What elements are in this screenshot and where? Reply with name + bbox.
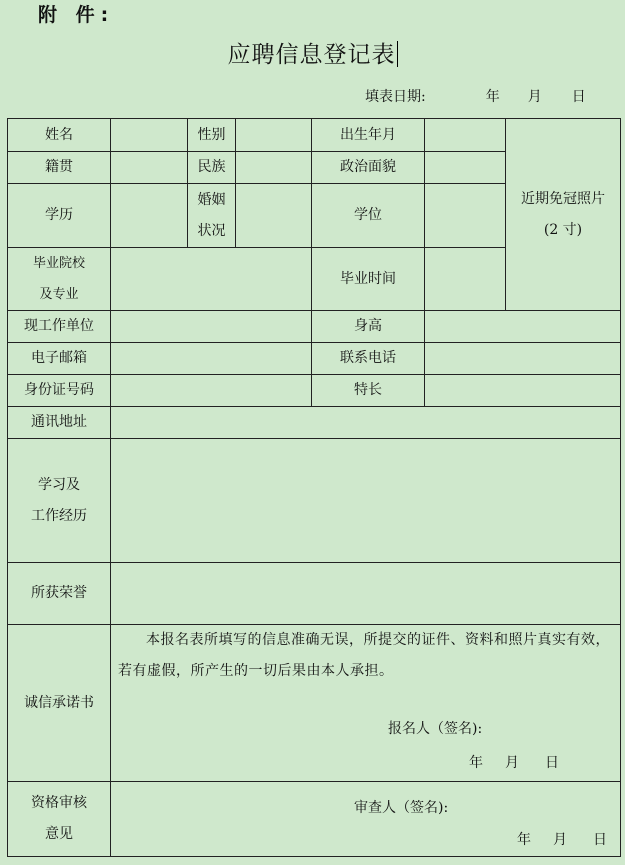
review-label-line2: 意见: [45, 826, 73, 842]
experience-field[interactable]: [111, 439, 621, 563]
pledge-text: 本报名表所填写的信息准确无误，所提交的证件、资料和照片真实有效，若有虚假，所产生的一切后果由本人承担。: [118, 632, 610, 679]
graduation-time-field[interactable]: [425, 248, 506, 311]
ethnicity-label: 民族: [188, 152, 236, 184]
reviewer-sign: 审查人（签名):: [354, 800, 449, 816]
review-date: [517, 830, 607, 850]
review-month: 月: [553, 832, 567, 848]
school-field[interactable]: [111, 248, 312, 311]
phone-field[interactable]: [425, 343, 621, 375]
degree-label: 学位: [312, 184, 425, 248]
review-label-line1: 资格审核: [31, 795, 87, 811]
email-label: 电子邮箱: [8, 343, 111, 375]
specialty-field[interactable]: [425, 375, 621, 407]
phone-label: 联系电话: [312, 343, 425, 375]
graduation-time-label: 毕业时间: [312, 248, 425, 311]
school-label-line2: 及专业: [39, 287, 79, 302]
birth-field[interactable]: [425, 119, 506, 152]
fill-date-month: 月: [527, 89, 542, 105]
registration-form: [7, 118, 621, 857]
fill-date-day: 日: [571, 89, 586, 105]
applicant-sign: 报名人（签名):: [388, 721, 483, 737]
employer-field[interactable]: [111, 311, 312, 343]
name-label: 姓名: [8, 119, 111, 152]
political-status-label: 政治面貌: [312, 152, 425, 184]
education-label: 学历: [8, 184, 111, 248]
applicant-month: 月: [505, 755, 519, 771]
marital-label-line1: 婚姻: [197, 191, 226, 208]
height-field[interactable]: [425, 311, 621, 343]
review-year: 年: [517, 832, 531, 848]
height-label: 身高: [312, 311, 425, 343]
name-field[interactable]: [111, 119, 188, 152]
fill-date-line: [365, 86, 586, 106]
review-day: 日: [593, 832, 607, 848]
fill-date-year: 年: [485, 89, 500, 105]
specialty-label: 特长: [312, 375, 425, 407]
degree-field[interactable]: [425, 184, 506, 248]
address-field[interactable]: [111, 407, 621, 439]
experience-label-line2: 工作经历: [31, 507, 87, 524]
review-cell[interactable]: [111, 782, 621, 857]
applicant-day: 日: [545, 755, 559, 771]
pledge-label: 诚信承诺书: [8, 625, 111, 782]
applicant-date: [469, 753, 559, 773]
id-number-label: 身份证号码: [8, 375, 111, 407]
gender-label: 性别: [188, 119, 236, 152]
marital-label-line2: 状况: [197, 222, 226, 239]
native-place-label: 籍贯: [8, 152, 111, 184]
text-cursor: [397, 41, 398, 67]
email-field[interactable]: [111, 343, 312, 375]
birth-label: 出生年月: [312, 119, 425, 152]
applicant-year: 年: [469, 755, 483, 771]
photo-cell[interactable]: [506, 119, 621, 311]
honors-label: 所获荣誉: [8, 563, 111, 625]
employer-label: 现工作单位: [8, 311, 111, 343]
education-field[interactable]: [111, 184, 188, 248]
marital-field[interactable]: [236, 184, 312, 248]
marital-label: [188, 184, 236, 248]
experience-label: [8, 439, 111, 563]
pledge-cell: [111, 625, 621, 782]
gender-field[interactable]: [236, 119, 312, 152]
title-text: 应聘信息登记表: [227, 42, 396, 68]
experience-label-line1: 学习及: [38, 476, 80, 493]
review-label: [8, 782, 111, 857]
native-place-field[interactable]: [111, 152, 188, 184]
attachment-label: 附 件:: [38, 4, 115, 26]
school-label: [8, 248, 111, 311]
political-status-field[interactable]: [425, 152, 506, 184]
photo-label: 近期免冠照片: [521, 190, 605, 207]
page-title: [0, 36, 625, 69]
address-label: 通讯地址: [8, 407, 111, 439]
fill-date-label: 填表日期:: [365, 89, 426, 105]
photo-size: (2 寸): [543, 221, 583, 238]
school-label-line1: 毕业院校: [32, 256, 85, 271]
ethnicity-field[interactable]: [236, 152, 312, 184]
id-number-field[interactable]: [111, 375, 312, 407]
honors-field[interactable]: [111, 563, 621, 625]
